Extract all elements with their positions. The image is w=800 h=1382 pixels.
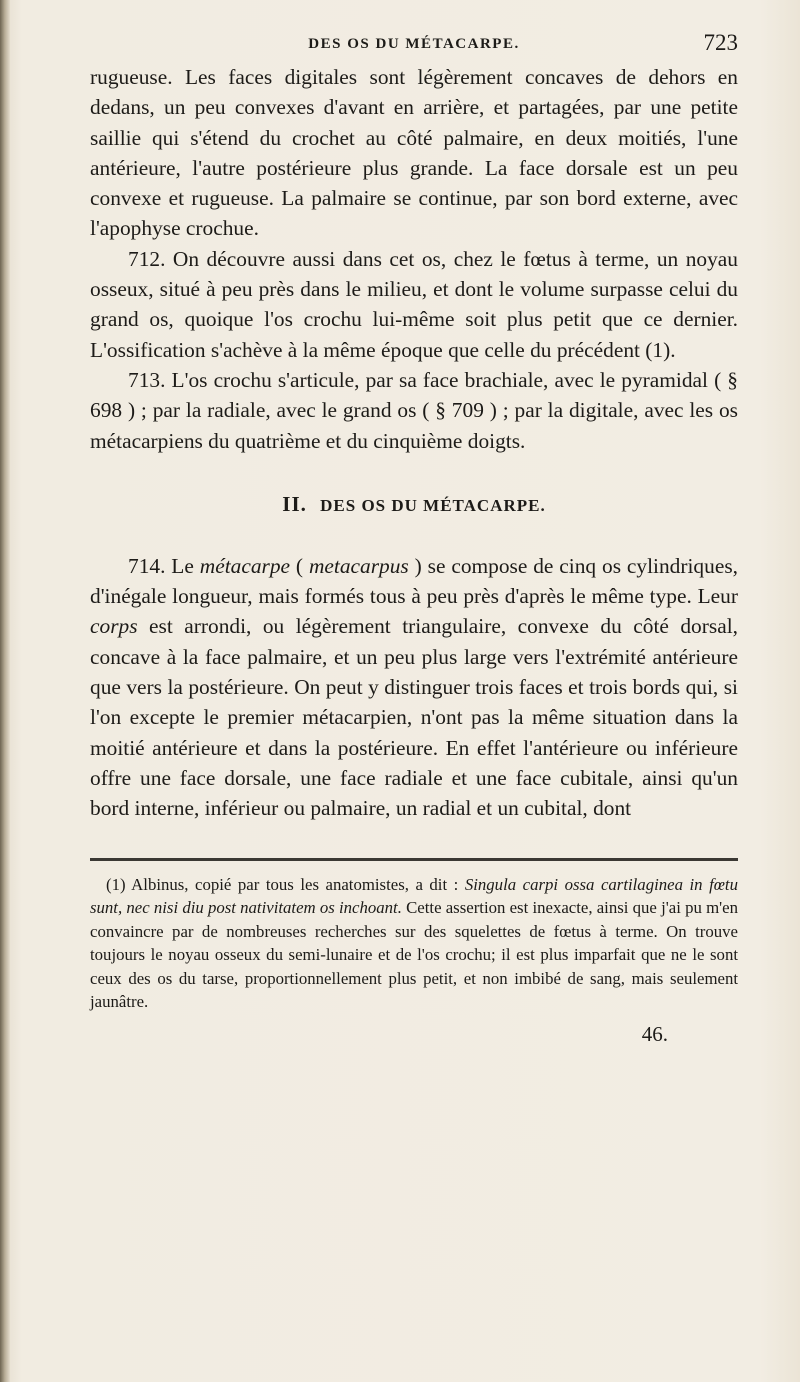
term-corps: corps [90, 614, 138, 639]
running-title: DES OS DU MÉTACARPE. [308, 36, 520, 52]
footnote-rest: Cette assertion est inexacte, ainsi que j'ai pu m'en convaincre par de nombreuses recherches sur des squelettes de fœtus à terme. On trouve toujours le noyau osseux du semi-lunaire et de l'os crochu; il est plus imparfait que ne le sont ceux des os du tarse, proportionnellement plus petit, et non imbibé de sang, mais seulement jaunâtre. [90, 898, 738, 1012]
running-head [90, 28, 738, 62]
signature-mark: 46. [641, 1021, 668, 1046]
paragraph-714 [90, 551, 738, 824]
paragraph-714-after-latin: ) se compose de cinq os cylindriques, d'inégale longueur, mais formés tous à peu près d'après le même type. Leur [90, 553, 738, 609]
page-number: 723 [703, 30, 738, 55]
paragraph-714-rest: est arrondi, ou légèrement triangulaire, convexe du côté dorsal, concave à la face palmaire, et un peu plus large vers l'extrémité antérieure que vers la postérieure. On peut y distinguer trois faces et trois bords qui, si l'on excepte le premier métacarpien, n'ont pas la même situation dans la moitié antérieure et dans la postérieure. En effet l'antérieure ou inférieure offre une face dorsale, une face radiale et une face cubitale, ainsi qu'un bord interne, inférieur ou palmaire, un radial et un cubital, dont [90, 614, 738, 821]
page-gutter [0, 0, 10, 1382]
footnote-rule [90, 858, 738, 861]
section-number: II. [282, 491, 307, 516]
footnote-latin-quote: Singula carpi ossa cartilaginea in fœtu sunt, nec nisi diu post nativitatem os inchoant. [90, 874, 738, 918]
footnote-text [90, 873, 738, 1014]
term-metacarpe: métacarpe [199, 553, 291, 578]
paragraph-714-lead: 714. Le [128, 553, 200, 578]
latin-metacarpus: metacarpus [308, 553, 409, 578]
paragraph-713: 713. L'os crochu s'articule, par sa face brachiale, avec le pyramidal ( § 698 ) ; par la radiale, avec le grand os ( § 709 ) ; par la digitale, avec les os métacarpiens du quatrième et du cinquième doigts. [90, 367, 738, 453]
body-text [90, 62, 738, 824]
section-title: DES OS DU MÉTACARPE. [320, 495, 546, 515]
section-heading [90, 492, 738, 517]
paragraph-712: 712. On découvre aussi dans cet os, chez le fœtus à terme, un noyau osseux, situé à peu près dans le milieu, et dont le volume surpasse celui du grand os, quoique l'os crochu lui-même soit plus petit que ce dernier. L'ossification s'achève à la même époque que celle du précédent (1). [90, 246, 738, 362]
paragraph-continuation: rugueuse. Les faces digitales sont légèrement concaves de dehors en dedans, un peu convexes d'avant en arrière, et partagées, par une petite saillie qui s'étend du crochet au côté palmaire, en deux moitiés, l'une antérieure, l'autre postérieure plus grande. La face dorsale est un peu convexe et rugueuse. La palmaire se continue, par son bord externe, avec l'apophyse crochue. [90, 65, 738, 241]
footnote-lead: (1) Albinus, copié par tous les anatomistes, a dit : [106, 874, 465, 894]
page-content [90, 28, 738, 1047]
paragraph-714-mid: ( [290, 553, 309, 578]
footnote [90, 873, 738, 1014]
